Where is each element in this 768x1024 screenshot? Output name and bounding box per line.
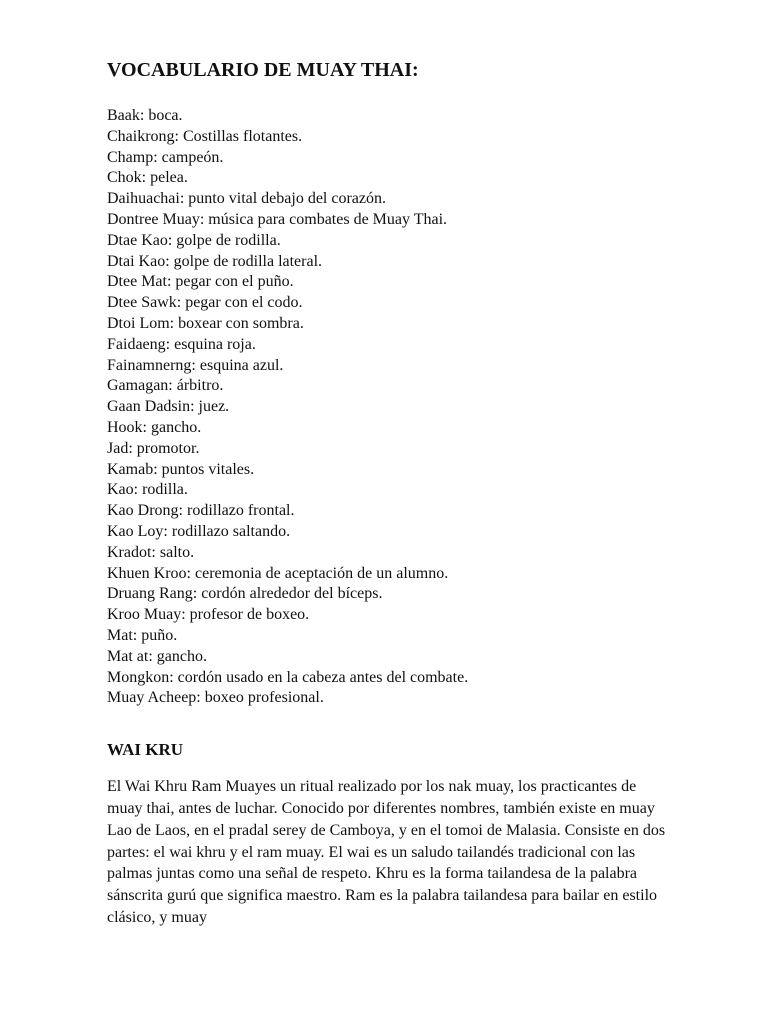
vocabulary-item: Kroo Muay: profesor de boxeo. bbox=[107, 606, 310, 624]
vocabulary-item: Hook: gancho. bbox=[107, 418, 202, 436]
vocabulary-item: Chaikrong: Costillas flotantes. bbox=[107, 127, 303, 145]
vocabulary-item: Baak: boca. bbox=[107, 107, 183, 124]
vocabulary-item: Chok: pelea. bbox=[107, 169, 188, 187]
vocabulary-item: Dtae Kao: golpe de rodilla. bbox=[107, 231, 281, 249]
vocabulary-item: Dtee Sawk: pegar con el codo. bbox=[107, 294, 303, 312]
vocabulary-item: Dtee Mat: pegar con el puño. bbox=[107, 273, 294, 291]
vocabulary-item: Jad: promotor. bbox=[107, 439, 200, 457]
vocabulary-item: Gamagan: árbitro. bbox=[107, 377, 224, 395]
vocabulary-item: Mat: puño. bbox=[107, 626, 178, 644]
document-page bbox=[107, 56, 707, 929]
vocabulary-item: Dontree Muay: música para combates de Muay Thai. bbox=[107, 210, 448, 228]
vocabulary-item: Mongkon: cordón usado en la cabeza antes del combate. bbox=[107, 668, 469, 686]
page-title: VOCABULARIO DE MUAY THAI: bbox=[107, 59, 419, 81]
section-paragraph: El Wai Khru Ram Muayes un ritual realizado por los nak muay, los practicantes de muay thai, antes de luchar. Conocido por diferentes nombres, también existe en muay Lao de Laos, en el pradal serey de Camboya, y en el tomoi de Malasia. Consiste en dos partes: el wai khru y el ram muay. El wai es un saludo tailandés tradicional con las palmas juntas como una señal de respeto. Khru es la forma tailandesa de la palabra sánscrita gurú que significa maestro. Ram es la palabra tailandesa para bailar en estilo clásico, y muay bbox=[107, 778, 666, 926]
vocabulary-item: Dtoi Lom: boxear con sombra. bbox=[107, 314, 304, 332]
vocabulary-item: Gaan Dadsin: juez. bbox=[107, 398, 230, 416]
vocabulary-list bbox=[107, 106, 707, 709]
vocabulary-item: Druang Rang: cordón alrededor del bíceps. bbox=[107, 585, 383, 603]
vocabulary-item: Faidaeng: esquina roja. bbox=[107, 335, 256, 353]
vocabulary-item: Kradot: salto. bbox=[107, 543, 195, 561]
vocabulary-item: Kamab: puntos vitales. bbox=[107, 460, 255, 478]
vocabulary-item: Mat at: gancho. bbox=[107, 647, 207, 665]
vocabulary-item: Muay Acheep: boxeo profesional. bbox=[107, 689, 324, 707]
vocabulary-item: Kao Loy: rodillazo saltando. bbox=[107, 522, 291, 540]
vocabulary-item: Kao: rodilla. bbox=[107, 481, 188, 499]
vocabulary-item: Daihuachai: punto vital debajo del corazón. bbox=[107, 190, 387, 208]
vocabulary-item: Champ: campeón. bbox=[107, 148, 224, 166]
vocabulary-item: Khuen Kroo: ceremonia de aceptación de un alumno. bbox=[107, 564, 449, 582]
vocabulary-item: Kao Drong: rodillazo frontal. bbox=[107, 502, 295, 520]
vocabulary-item: Dtai Kao: golpe de rodilla lateral. bbox=[107, 252, 323, 270]
section-heading: WAI KRU bbox=[107, 740, 184, 760]
vocabulary-item: Fainamnerng: esquina azul. bbox=[107, 356, 284, 374]
